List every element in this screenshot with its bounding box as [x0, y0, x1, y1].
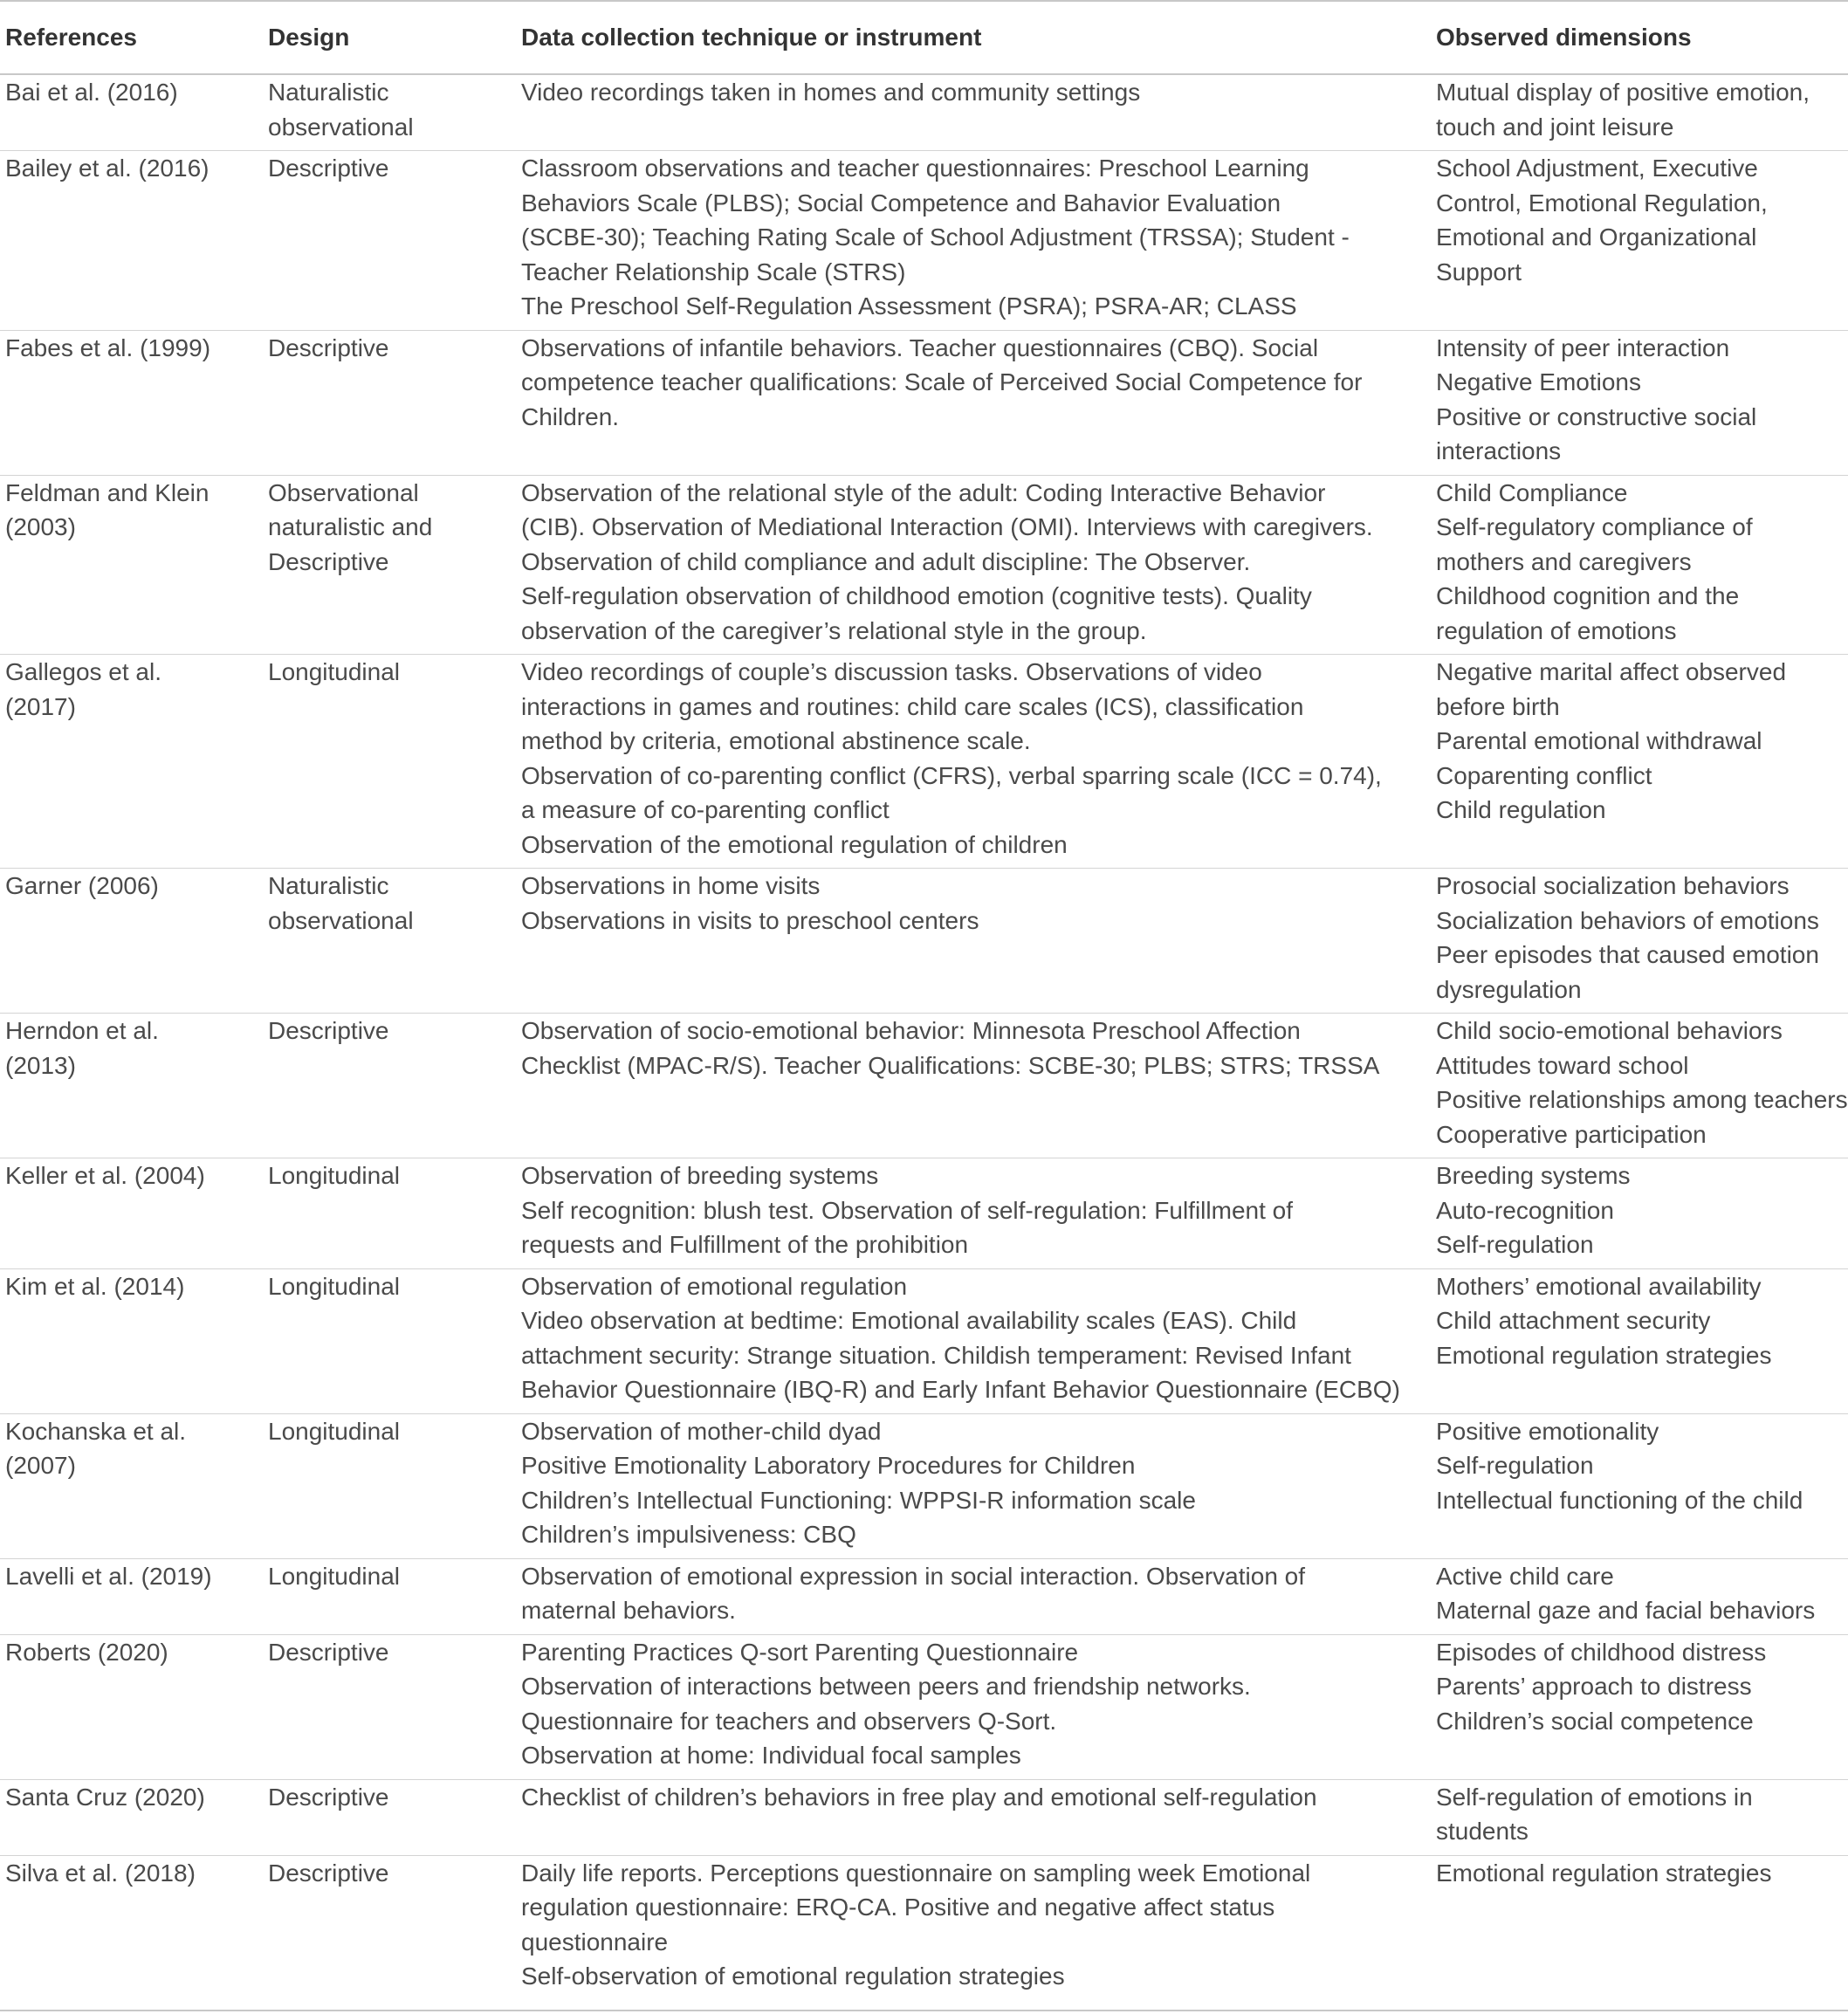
cell-line: students: [1436, 1818, 1529, 1845]
technique-cell: [516, 1268, 1431, 1413]
cell-line: Longitudinal: [268, 1562, 401, 1590]
dimensions-cell: [1431, 1158, 1848, 1269]
cell-line: Behaviors Scale (PLBS); Social Competence and Bahavior Evaluation: [521, 189, 1281, 217]
cell-line: Control, Emotional Regulation,: [1436, 189, 1768, 217]
table-header: [0, 1, 1848, 74]
technique-cell: [516, 1558, 1431, 1634]
cell-line: Questionnaire for teachers and observers Q-Sort.: [521, 1707, 1057, 1735]
cell-line: Checklist of children’s behaviors in free play and emotional self-regulation: [521, 1783, 1317, 1811]
cell-line: (2013): [5, 1051, 76, 1079]
technique-cell: [516, 1413, 1431, 1558]
cell-line: Breeding systems: [1436, 1162, 1631, 1189]
cell-line: The Preschool Self-Regulation Assessment (PSRA); PSRA-AR; CLASS: [521, 292, 1297, 320]
cell-line: Child regulation: [1436, 796, 1606, 823]
cell-line: Herndon et al.: [5, 1017, 159, 1044]
reference-cell: [0, 1634, 263, 1779]
dimensions-cell: [1431, 869, 1848, 1014]
cell-line: Mothers’ emotional availability: [1436, 1272, 1762, 1300]
design-cell: [263, 330, 516, 475]
cell-line: Video observation at bedtime: Emotional availability scales (EAS). Child: [521, 1307, 1297, 1334]
reference-cell: [0, 1558, 263, 1634]
dimensions-cell: [1431, 1779, 1848, 1855]
cell-line: Support: [1436, 258, 1522, 285]
header-references: References: [0, 1, 263, 74]
cell-line: Coparenting conflict: [1436, 761, 1652, 789]
header-row: [0, 1, 1848, 74]
reference-cell: [0, 1158, 263, 1269]
reference-cell: [0, 1268, 263, 1413]
reference-cell: [0, 1855, 263, 2011]
cell-line: Descriptive: [268, 1783, 389, 1811]
cell-line: Children.: [521, 402, 620, 430]
cell-line: questionnaire: [521, 1928, 669, 1956]
cell-line: Descriptive: [268, 547, 389, 575]
cell-line: interactions: [1436, 437, 1562, 464]
cell-line: Longitudinal: [268, 1162, 401, 1189]
cell-line: Self-regulatory compliance of: [1436, 513, 1753, 540]
cell-line: Naturalistic: [268, 872, 389, 899]
cell-line: Observation of interactions between peers and friendship networks.: [521, 1673, 1251, 1700]
table-row: [0, 1268, 1848, 1413]
cell-line: Santa Cruz (2020): [5, 1783, 205, 1811]
cell-line: Descriptive: [268, 1859, 389, 1887]
design-cell: [263, 1558, 516, 1634]
cell-line: observation of the caregiver’s relational style in the group.: [521, 616, 1147, 644]
cell-line: Emotional regulation strategies: [1436, 1341, 1772, 1369]
cell-line: Children’s social competence: [1436, 1707, 1754, 1735]
table-row: [0, 869, 1848, 1014]
cell-line: Observations in home visits: [521, 872, 821, 899]
design-cell: [263, 1158, 516, 1269]
dimensions-cell: [1431, 330, 1848, 475]
dimensions-cell: [1431, 74, 1848, 151]
cell-line: (SCBE-30); Teaching Rating Scale of School Adjustment (TRSSA); Student -: [521, 223, 1350, 251]
cell-line: Children’s Intellectual Functioning: WPPSI-R information scale: [521, 1486, 1196, 1514]
cell-line: mothers and caregivers: [1436, 547, 1692, 575]
cell-line: Child Compliance: [1436, 478, 1628, 506]
cell-line: Observation of breeding systems: [521, 1162, 879, 1189]
cell-line: (CIB). Observation of Mediational Interaction (OMI). Interviews with caregivers.: [521, 513, 1373, 540]
technique-cell: [516, 869, 1431, 1014]
cell-line: Positive relationships among teachers: [1436, 1086, 1848, 1113]
cell-line: observational: [268, 113, 414, 141]
technique-cell: [516, 1014, 1431, 1158]
header-design: Design: [263, 1, 516, 74]
table-body: [0, 74, 1848, 2011]
technique-cell: [516, 330, 1431, 475]
cell-line: Childhood cognition and the: [1436, 582, 1740, 609]
cell-line: before birth: [1436, 692, 1560, 720]
cell-line: competence teacher qualifications: Scale of Perceived Social Competence for: [521, 368, 1363, 395]
cell-line: Parental emotional withdrawal: [1436, 727, 1762, 754]
cell-line: Observation at home: Individual focal samples: [521, 1742, 1021, 1769]
table-row: [0, 330, 1848, 475]
cell-line: Observations of infantile behaviors. Teacher questionnaires (CBQ). Social: [521, 333, 1319, 361]
cell-line: Kochanska et al.: [5, 1417, 187, 1445]
cell-line: Negative Emotions: [1436, 368, 1642, 395]
reference-cell: [0, 655, 263, 869]
cell-line: Gallegos et al.: [5, 658, 161, 685]
cell-line: Active child care: [1436, 1562, 1614, 1590]
cell-line: Observation of child compliance and adult discipline: The Observer.: [521, 547, 1251, 575]
technique-cell: [516, 655, 1431, 869]
design-cell: [263, 151, 516, 331]
cell-line: Cooperative participation: [1436, 1120, 1707, 1148]
cell-line: Self-regulation of emotions in: [1436, 1783, 1753, 1811]
cell-line: Behavior Questionnaire (IBQ-R) and Early Infant Behavior Questionnaire (ECBQ): [521, 1376, 1400, 1403]
technique-cell: [516, 1158, 1431, 1269]
reference-cell: [0, 869, 263, 1014]
cell-line: Parents’ approach to distress: [1436, 1673, 1752, 1700]
cell-line: Observation of the relational style of the adult: Coding Interactive Behavior: [521, 478, 1326, 506]
cell-line: Parenting Practices Q-sort Parenting Questionnaire: [521, 1638, 1079, 1666]
header-technique: Data collection technique or instrument: [516, 1, 1431, 74]
technique-cell: [516, 1634, 1431, 1779]
cell-line: regulation questionnaire: ERQ-CA. Positive and negative affect status: [521, 1894, 1275, 1921]
cell-line: Longitudinal: [268, 1272, 401, 1300]
reference-cell: [0, 74, 263, 151]
cell-line: Peer episodes that caused emotion: [1436, 941, 1819, 968]
cell-line: Observation of emotional regulation: [521, 1272, 908, 1300]
cell-line: touch and joint leisure: [1436, 113, 1674, 141]
design-cell: [263, 1634, 516, 1779]
design-cell: [263, 1855, 516, 2011]
design-cell: [263, 74, 516, 151]
dimensions-cell: [1431, 1014, 1848, 1158]
cell-line: Descriptive: [268, 333, 389, 361]
cell-line: Child attachment security: [1436, 1307, 1711, 1334]
design-cell: [263, 1014, 516, 1158]
dimensions-cell: [1431, 1558, 1848, 1634]
design-cell: [263, 869, 516, 1014]
reference-cell: [0, 1779, 263, 1855]
cell-line: Feldman and Klein: [5, 478, 210, 506]
dimensions-cell: [1431, 151, 1848, 331]
cell-line: Bai et al. (2016): [5, 79, 178, 106]
reference-cell: [0, 475, 263, 655]
cell-line: Observational: [268, 478, 419, 506]
cell-line: Negative marital affect observed: [1436, 658, 1787, 685]
cell-line: Daily life reports. Perceptions questionnaire on sampling week Emotional: [521, 1859, 1311, 1887]
dimensions-cell: [1431, 1413, 1848, 1558]
cell-line: Prosocial socialization behaviors: [1436, 872, 1790, 899]
design-cell: [263, 1413, 516, 1558]
cell-line: maternal behaviors.: [521, 1597, 736, 1624]
technique-cell: [516, 1779, 1431, 1855]
cell-line: Intellectual functioning of the child: [1436, 1486, 1803, 1514]
cell-line: Silva et al. (2018): [5, 1859, 196, 1887]
cell-line: Observations in visits to preschool centers: [521, 906, 979, 934]
design-cell: [263, 1268, 516, 1413]
cell-line: Garner (2006): [5, 872, 159, 899]
cell-line: Maternal gaze and facial behaviors: [1436, 1597, 1816, 1624]
cell-line: observational: [268, 906, 414, 934]
table-row: [0, 74, 1848, 151]
cell-line: Descriptive: [268, 1638, 389, 1666]
cell-line: Naturalistic: [268, 79, 389, 106]
cell-line: Descriptive: [268, 1017, 389, 1044]
cell-line: Attitudes toward school: [1436, 1051, 1689, 1079]
cell-line: dysregulation: [1436, 975, 1582, 1003]
cell-line: Self-regulation observation of childhood emotion (cognitive tests). Quality: [521, 582, 1312, 609]
table-row: [0, 1158, 1848, 1269]
cell-line: Self-regulation: [1436, 1452, 1594, 1479]
cell-line: Descriptive: [268, 155, 389, 182]
technique-cell: [516, 475, 1431, 655]
cell-line: Teacher Relationship Scale (STRS): [521, 258, 906, 285]
cell-line: School Adjustment, Executive: [1436, 155, 1758, 182]
table-row: [0, 1014, 1848, 1158]
reference-cell: [0, 330, 263, 475]
cell-line: (2007): [5, 1452, 76, 1479]
cell-line: Observation of co-parenting conflict (CFRS), verbal sparring scale (ICC = 0.74),: [521, 761, 1382, 789]
cell-line: Self-regulation: [1436, 1231, 1594, 1258]
cell-line: Emotional and Organizational: [1436, 223, 1757, 251]
cell-line: Roberts (2020): [5, 1638, 168, 1666]
cell-line: method by criteria, emotional abstinence scale.: [521, 727, 1031, 754]
reference-cell: [0, 1014, 263, 1158]
table-row: [0, 1413, 1848, 1558]
cell-line: Lavelli et al. (2019): [5, 1562, 212, 1590]
cell-line: Socialization behaviors of emotions: [1436, 906, 1819, 934]
cell-line: Positive Emotionality Laboratory Procedures for Children: [521, 1452, 1136, 1479]
cell-line: Fabes et al. (1999): [5, 333, 211, 361]
cell-line: a measure of co-parenting conflict: [521, 796, 890, 823]
reference-cell: [0, 151, 263, 331]
cell-line: naturalistic and: [268, 513, 433, 540]
cell-line: interactions in games and routines: child care scales (ICS), classification: [521, 692, 1304, 720]
cell-line: Video recordings taken in homes and community settings: [521, 79, 1141, 106]
table-row: [0, 1779, 1848, 1855]
cell-line: Emotional regulation strategies: [1436, 1859, 1772, 1887]
dimensions-cell: [1431, 1268, 1848, 1413]
design-cell: [263, 655, 516, 869]
dimensions-cell: [1431, 475, 1848, 655]
cell-line: Video recordings of couple’s discussion tasks. Observations of video: [521, 658, 1262, 685]
technique-cell: [516, 151, 1431, 331]
design-cell: [263, 1779, 516, 1855]
cell-line: attachment security: Strange situation. Childish temperament: Revised Infant: [521, 1341, 1351, 1369]
table-row: [0, 1634, 1848, 1779]
table-row: [0, 151, 1848, 331]
cell-line: Longitudinal: [268, 1417, 401, 1445]
cell-line: Kim et al. (2014): [5, 1272, 185, 1300]
cell-line: (2003): [5, 513, 76, 540]
cell-line: Observation of the emotional regulation of children: [521, 830, 1068, 858]
cell-line: regulation of emotions: [1436, 616, 1677, 644]
cell-line: Self-observation of emotional regulation strategies: [521, 1962, 1065, 1990]
table-row: [0, 655, 1848, 869]
cell-line: Longitudinal: [268, 658, 401, 685]
header-dimensions: Observed dimensions: [1431, 1, 1848, 74]
cell-line: Intensity of peer interaction: [1436, 333, 1730, 361]
design-cell: [263, 475, 516, 655]
cell-line: Positive or constructive social: [1436, 402, 1757, 430]
cell-line: Classroom observations and teacher questionnaires: Preschool Learning: [521, 155, 1309, 182]
cell-line: Child socio-emotional behaviors: [1436, 1017, 1783, 1044]
table-row: [0, 1855, 1848, 2011]
cell-line: Auto-recognition: [1436, 1196, 1614, 1224]
cell-line: Keller et al. (2004): [5, 1162, 205, 1189]
technique-cell: [516, 1855, 1431, 2011]
cell-line: Children’s impulsiveness: CBQ: [521, 1521, 856, 1548]
table-row: [0, 1558, 1848, 1634]
cell-line: (2017): [5, 692, 76, 720]
reference-cell: [0, 1413, 263, 1558]
cell-line: Checklist (MPAC-R/S). Teacher Qualifications: SCBE-30; PLBS; STRS; TRSSA: [521, 1051, 1380, 1079]
technique-cell: [516, 74, 1431, 151]
cell-line: Mutual display of positive emotion,: [1436, 79, 1810, 106]
dimensions-cell: [1431, 1855, 1848, 2011]
cell-line: Positive emotionality: [1436, 1417, 1659, 1445]
cell-line: Episodes of childhood distress: [1436, 1638, 1767, 1666]
cell-line: Observation of emotional expression in social interaction. Observation of: [521, 1562, 1306, 1590]
cell-line: requests and Fulfillment of the prohibition: [521, 1231, 969, 1258]
cell-line: Observation of mother-child dyad: [521, 1417, 882, 1445]
dimensions-cell: [1431, 1634, 1848, 1779]
cell-line: Observation of socio-emotional behavior: Minnesota Preschool Affection: [521, 1017, 1301, 1044]
cell-line: Self recognition: blush test. Observation of self-regulation: Fulfillment of: [521, 1196, 1293, 1224]
cell-line: Bailey et al. (2016): [5, 155, 210, 182]
table-row: [0, 475, 1848, 655]
dimensions-cell: [1431, 655, 1848, 869]
